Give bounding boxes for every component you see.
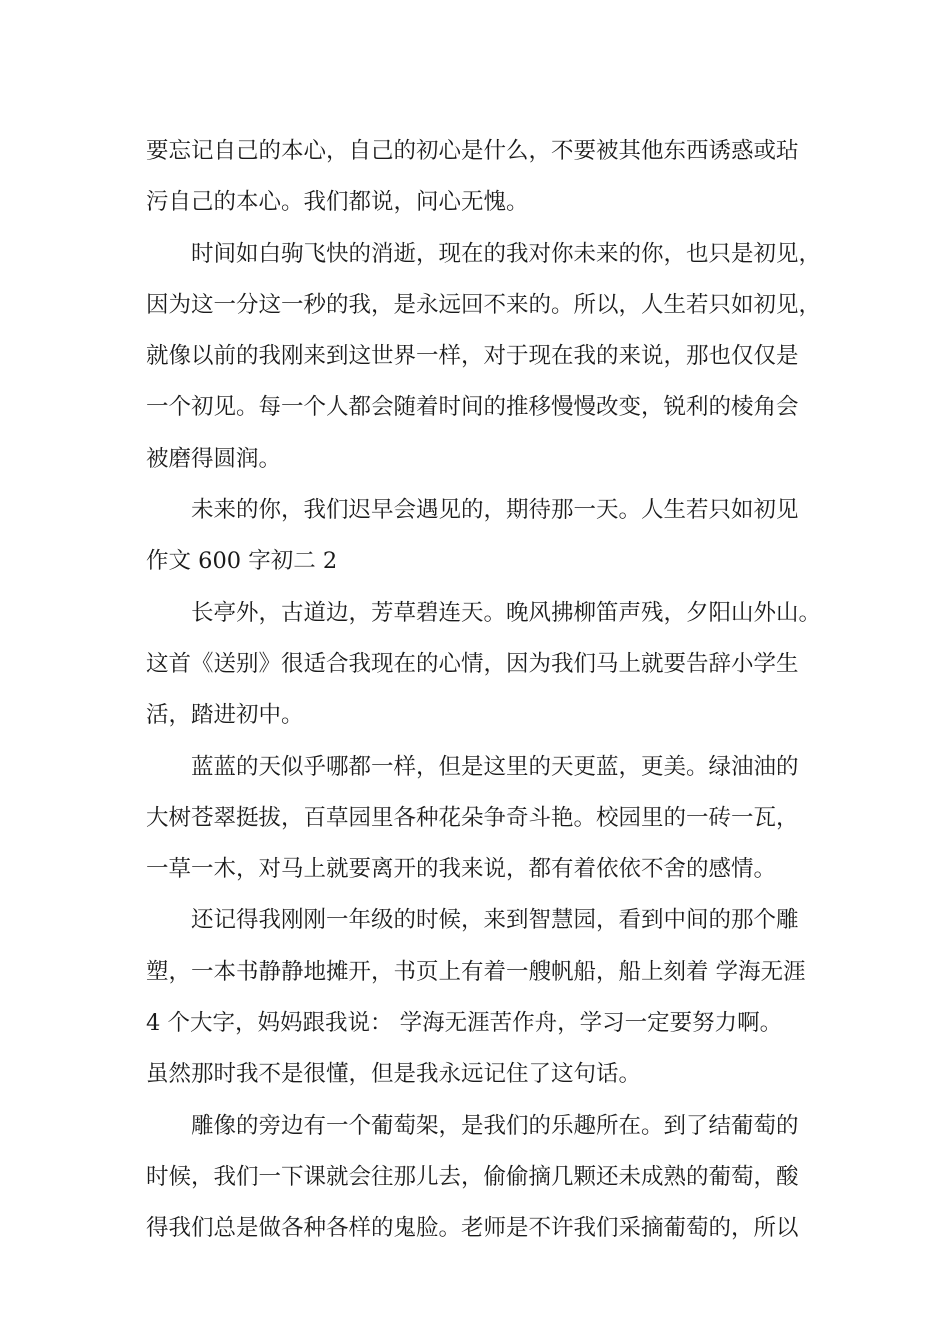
- text-line: 一草一木，对马上就要离开的我来说，都有着依依不舍的感情。: [146, 856, 777, 883]
- text-line: 得我们总是做各种各样的鬼脸。老师是不许我们采摘葡萄的，所以: [146, 1215, 799, 1242]
- text-line: 长亭外，古道边，芳草碧连天。晚风拂柳笛声残，夕阳山外山。: [191, 599, 822, 626]
- text-line: 作文 600 字初二 2: [146, 548, 338, 575]
- text-line: 时间如白驹飞快的消逝，现在的我对你未来的你，也只是初见，: [191, 240, 822, 267]
- document-page: [146, 126, 822, 1255]
- text-line: 4 个大字，妈妈跟我说： 学海无涯苦作舟，学习一定要努力啊。: [146, 1010, 783, 1037]
- text-line: 时候，我们一下课就会往那儿去，偷偷摘几颗还未成熟的葡萄，酸: [146, 1163, 799, 1190]
- text-line: 虽然那时我不是很懂，但是我永远记住了这句话。: [146, 1061, 642, 1088]
- text-line: 一个初见。每一个人都会随着时间的推移慢慢改变，锐利的棱角会: [146, 394, 799, 421]
- text-line: 未来的你，我们迟早会遇见的，期待那一天。人生若只如初见: [191, 497, 799, 524]
- text-line: 因为这一分这一秒的我，是永远回不来的。所以，人生若只如初见，: [146, 291, 822, 318]
- text-line: 这首《送别》很适合我现在的心情，因为我们马上就要告辞小学生: [146, 650, 799, 677]
- text-line: 活，踏进初中。: [146, 702, 304, 729]
- text-line: 雕像的旁边有一个葡萄架，是我们的乐趣所在。到了结葡萄的: [191, 1112, 799, 1139]
- text-line: 大树苍翠挺拔，百草园里各种花朵争奇斗艳。校园里的一砖一瓦，: [146, 804, 799, 831]
- text-line: 要忘记自己的本心，自己的初心是什么，不要被其他东西诱惑或玷: [146, 138, 799, 164]
- text-line: 塑，一本书静静地摊开，书页上有着一艘帆船，船上刻着 学海无涯: [146, 958, 806, 985]
- text-line: 就像以前的我刚来到这世界一样，对于现在我的来说，那也仅仅是: [146, 343, 799, 370]
- text-line: 污自己的本心。我们都说，问心无愧。: [146, 189, 529, 216]
- text-line: 被磨得圆润。: [146, 445, 282, 472]
- text-line: 蓝蓝的天似乎哪都一样，但是这里的天更蓝，更美。绿油油的: [191, 753, 799, 780]
- text-line: 还记得我刚刚一年级的时候，来到智慧园，看到中间的那个雕: [191, 907, 799, 934]
